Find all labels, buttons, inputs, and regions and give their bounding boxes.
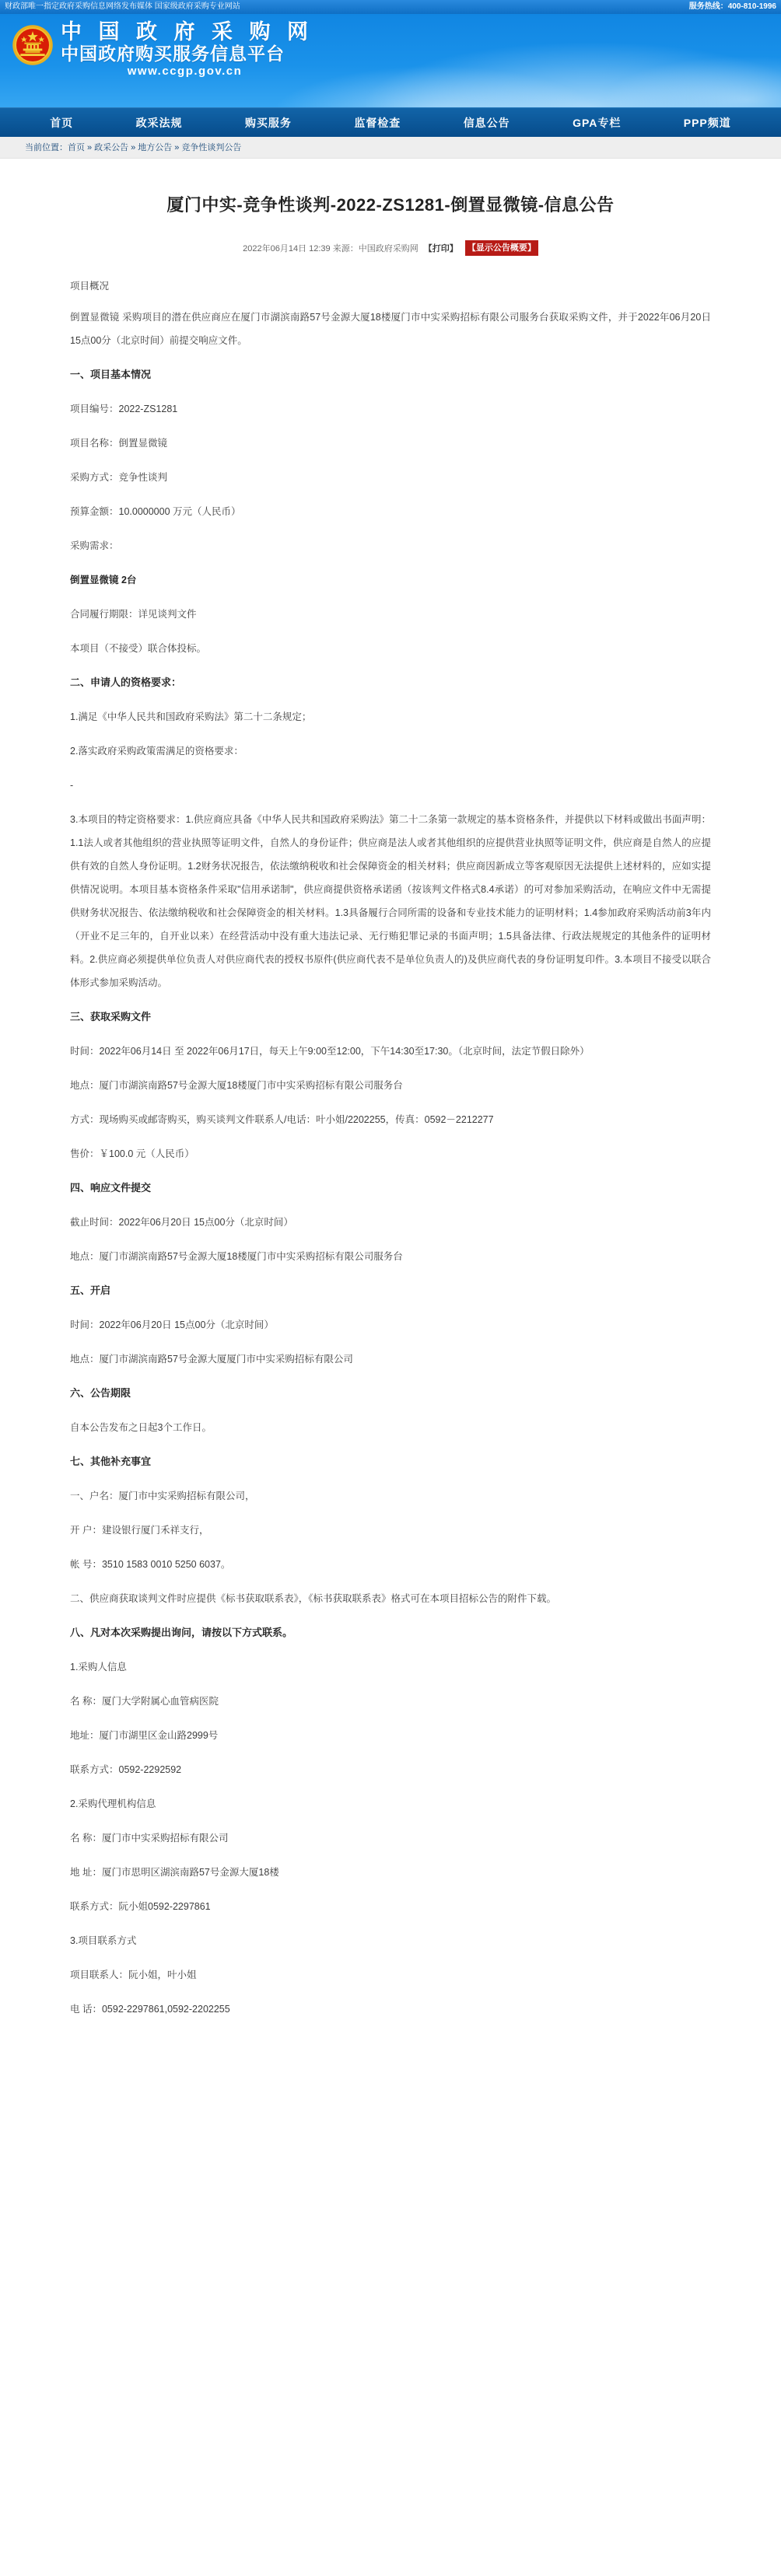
nav-item-supervision[interactable]: 监督检查 [354,116,401,129]
breadcrumb-item-local-announcements[interactable]: 地方公告 [138,143,173,152]
supplementary-bank-name: 一、户名：厦门市中实采购招标有限公司， [70,1491,255,1502]
qualification-item-3: 3.本项目的特定资格要求：1.供应商应具备《中华人民共和国政府采购法》第二十二条第一款规定的基本资格条件，并提供以下材料或做出书面声明：1.1法人或者其他组织的营业执照等证明文件，自然人的身份证件；供应商是法人或者其他组织的应提供营业执照等证明文件，供应商是自然人的应提供有效的自然人身份证明。1.2财务状况报告，依法缴纳税收和社会保障资金的相关材料；供应商因新成立等客观原因无法提供上述材料的，应如实提供情况说明。本项目基本资格条件采取"信用承诺制"，供应商提供资格承诺函（按该判文件格式8.4承诺）的可对参加采购活动，在响应文件中无需提供财务状况报告、依法缴纳税收和社会保障资金的相关材料。1.3具备履行合同所需的设备和专业技术能力的证明材料；1.4参加政府采购活动前3年内（开业不足三年的，自开业以来）在经营活动中没有重大违法记录、无行贿犯罪记录的书面声明；1.5具备法律、行政法规规定的其他条件的证明材料。2.供应商必须提供单位负责人对供应商代表的授权书原件(供应商代表不是单位负责人的)及供应商代表的身份证明复印件。3.本项目不接受以联合体形式参加采购活动。 [70,814,711,989]
site-slogan: 财政部唯一指定政府采购信息网络发布媒体 国家级政府采购专业网站 [5,2,240,11]
field-budget-amount: 预算金额：10.0000000 万元（人民币） [70,506,241,518]
obtain-method: 方式：现场购买或邮寄购买，购买谈判文件联系人/电话：叶小姐/2202255，传真：0592－2212277 [70,1114,494,1126]
announcement-article [23,170,758,2064]
nav-item-home[interactable]: 首页 [50,116,74,129]
page-title: 厦门中实-竞争性谈判-2022-ZS1281-倒置显微镜-信息公告 [166,194,615,215]
obtain-time: 时间：2022年06月14日 至 2022年06月17日，每天上午9:00至12:00，下午14:30至17:30。（北京时间，法定节假日除外） [70,1046,590,1057]
qualification-item-2-value: - [70,780,74,792]
buyer-name: 名 称：厦门大学附属心血管病医院 [70,1696,219,1707]
agency-contact: 联系方式：阮小姐0592-2297861 [70,1901,211,1913]
section-heading-opening: 五、开启 [70,1285,111,1297]
buyer-info-heading: 1.采购人信息 [70,1662,127,1673]
section-heading-supplementary: 七、其他补充事宜 [70,1456,152,1468]
breadcrumb-separator: » [87,143,93,152]
agency-address: 地 址：厦门市思明区湖滨南路57号金源大厦18楼 [70,1867,279,1879]
field-project-name: 项目名称：倒置显微镜 [70,438,168,449]
section-heading-basic-info: 一、项目基本情况 [70,369,152,381]
overview-text: 倒置显微镜 采购项目的潜在供应商应在厦门市湖滨南路57号金源大厦18楼厦门市中实采购招标有限公司服务台获取采购文件，并于2022年06月20日 15点00分（北京时间）前提交响应文件。 [70,312,711,347]
national-emblem-icon [11,23,54,67]
project-contact-phone: 电 话：0592-2297861,0592-2202255 [70,2004,230,2015]
breadcrumb [23,137,758,159]
field-consortium: 本项目（不接受）联合体投标。 [70,643,207,655]
section-heading-contacts: 八、凡对本次采购提出询问，请按以下方式联系。 [70,1627,293,1639]
supplementary-bank-account: 帐 号：3510 1583 0010 5250 6037。 [70,1559,231,1571]
breadcrumb-prefix: 当前位置： [25,143,68,152]
agency-info-heading: 2.采购代理机构信息 [70,1798,156,1810]
section-heading-announcement-period: 六、公告期限 [70,1387,131,1400]
announcement-body [23,256,758,2021]
field-demand-item: 倒置显微镜 2台 [70,575,137,586]
nav-item-announcements[interactable]: 信息公告 [463,116,510,129]
obtain-place: 地点：厦门市湖滨南路57号金源大厦18楼厦门市中实采购招标有限公司服务台 [70,1080,403,1092]
logo-title-secondary: 中国政府购买服务信息平台 [61,44,285,64]
overview-heading: 项目概况 [70,281,110,292]
buyer-address: 地址：厦门市湖里区金山路2999号 [70,1730,219,1742]
field-project-number: 项目编号：2022-ZS1281 [70,404,178,415]
print-button[interactable]: 【打印】 [423,244,458,254]
breadcrumb-separator: » [174,143,180,152]
nav-item-purchase-service[interactable]: 购买服务 [244,116,292,129]
nav-item-ppp[interactable]: PPP频道 [683,116,731,129]
article-source: 来源：中国政府采购网 [332,244,419,254]
section-heading-submit-response: 四、响应文件提交 [70,1182,152,1194]
section-heading-obtain-documents: 三、获取采购文件 [70,1011,152,1023]
supplementary-bank-branch: 开 户：建设银行厦门禾祥支行， [70,1525,209,1536]
field-contract-period: 合同履行期限：详见谈判文件 [70,609,197,620]
field-purchase-method: 采购方式：竞争性谈判 [70,472,168,484]
logo-url: www.ccgp.gov.cn [127,65,243,78]
supplementary-attachment-note: 二、供应商获取谈判文件时应提供《标书获取联系表》，《标书获取联系表》格式可在本项目招标公告的附件下载。 [70,1593,557,1605]
service-hotline: 服务热线：400-810-1996 [688,2,776,11]
breadcrumb-item-gov-announcements[interactable]: 政采公告 [94,143,129,152]
site-banner [0,14,781,107]
qualification-item-1: 1.满足《中华人民共和国政府采购法》第二十二条规定； [70,711,312,723]
submit-place: 地点：厦门市湖滨南路57号金源大厦18楼厦门市中实采购招标有限公司服务台 [70,1251,403,1263]
project-contact-heading: 3.项目联系方式 [70,1935,137,1947]
opening-place: 地点：厦门市湖滨南路57号金源大厦厦门市中实采购招标有限公司 [70,1354,353,1365]
announcement-period-text: 自本公告发布之日起3个工作日。 [70,1422,212,1434]
site-logo[interactable] [11,20,313,79]
nav-item-regulations[interactable]: 政采法规 [135,116,183,129]
breadcrumb-item-home[interactable]: 首页 [68,143,85,152]
main-navigation[interactable] [0,107,781,137]
show-summary-button[interactable]: 【显示公告概要】 [465,240,538,256]
project-contact-person: 项目联系人：阮小姐，叶小姐 [70,1970,197,1981]
nav-item-gpa[interactable]: GPA专栏 [573,116,622,129]
qualification-item-2: 2.落实政府采购政策需满足的资格要求： [70,746,243,757]
top-utility-bar [0,0,781,14]
article-meta [23,229,758,256]
field-demand-label: 采购需求： [70,540,119,552]
buyer-contact: 联系方式：0592-2292592 [70,1764,182,1776]
obtain-price: 售价：￥100.0 元（人民币） [70,1148,194,1160]
opening-time: 时间：2022年06月20日 15点00分（北京时间） [70,1319,274,1331]
breadcrumb-item-negotiation-announcements[interactable]: 竞争性谈判公告 [181,143,242,152]
section-heading-qualification: 二、申请人的资格要求： [70,676,182,689]
agency-name: 名 称：厦门市中实采购招标有限公司 [70,1833,229,1844]
submit-deadline: 截止时间：2022年06月20日 15点00分（北京时间） [70,1217,293,1229]
publish-date: 2022年06月14日 12:39 [243,244,331,254]
logo-title-primary: 中 国 政 府 采 购 网 [61,20,314,44]
breadcrumb-bar [0,137,781,159]
breadcrumb-separator: » [131,143,136,152]
